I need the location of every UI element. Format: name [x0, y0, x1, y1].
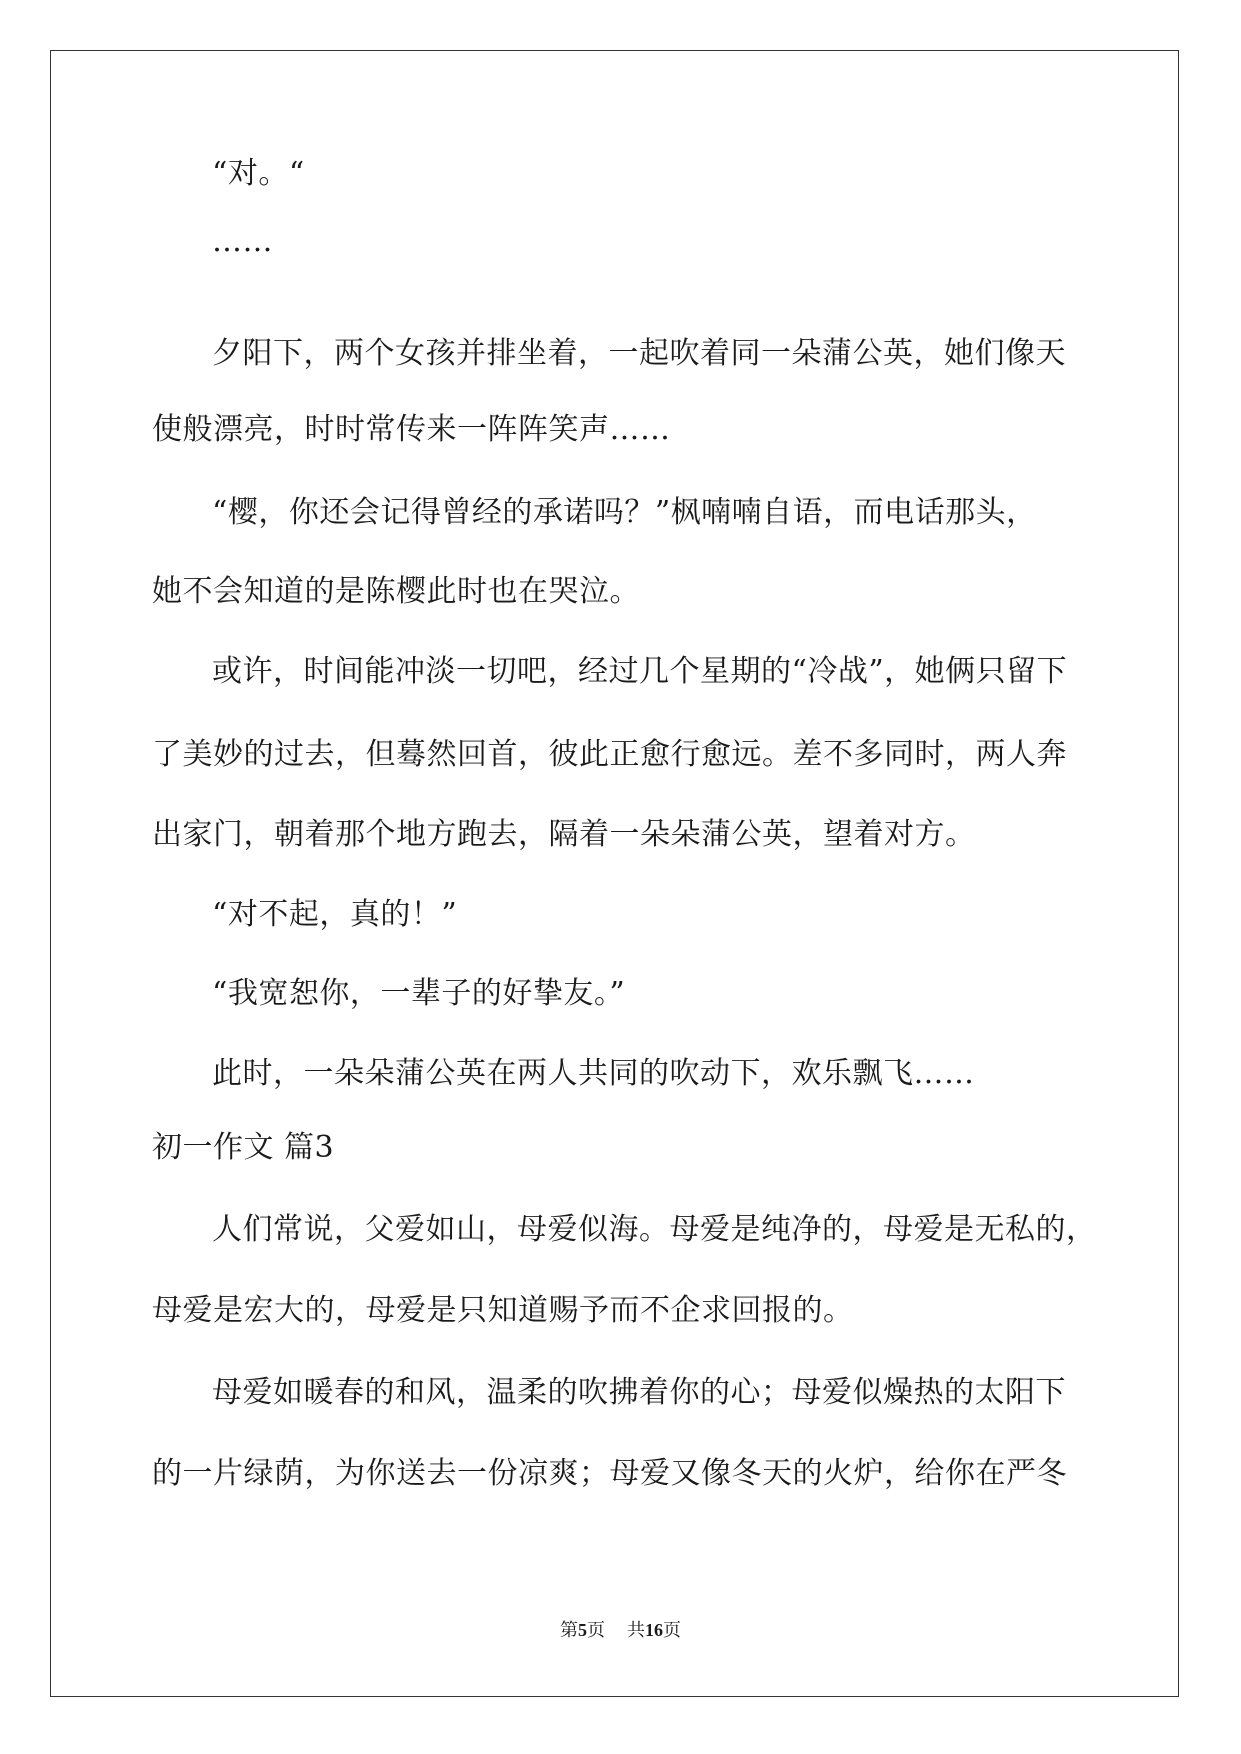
page-number: 5: [578, 1620, 587, 1640]
text-line: 母爱如暖春的和风，温柔的吹拂着你的心；母爱似燥热的太阳下: [212, 1375, 1066, 1410]
total-suffix: 页: [663, 1620, 681, 1641]
text-line: 使般漂亮，时时常传来一阵阵笑声……: [152, 412, 671, 447]
text-line: 了美妙的过去，但蓦然回首，彼此正愈行愈远。差不多同时，两人奔: [152, 737, 1067, 772]
page-footer: [0, 1618, 1241, 1643]
text-line: 她不会知道的是陈樱此时也在哭泣。: [152, 574, 640, 609]
total-pages: 16: [645, 1620, 663, 1640]
text-line: “我宽恕你，一辈子的好挚友。”: [212, 976, 626, 1011]
text-line: 的一片绿荫，为你送去一份凉爽；母爱又像冬天的火炉，给你在严冬: [152, 1456, 1067, 1491]
text-line: “对。“: [212, 156, 305, 191]
page-suffix: 页: [587, 1620, 605, 1641]
text-line: 此时，一朵朵蒲公英在两人共同的吹动下，欢乐飘飞……: [212, 1056, 975, 1091]
text-line: 母爱是宏大的，母爱是只知道赐予而不企求回报的。: [152, 1293, 854, 1328]
text-line: ……: [212, 224, 273, 259]
text-line: 夕阳下，两个女孩并排坐着，一起吹着同一朵蒲公英，她们像天: [212, 336, 1066, 371]
text-line: “樱，你还会记得曾经的承诺吗？”枫喃喃自语，而电话那头，: [212, 495, 1037, 530]
text-line: 出家门，朝着那个地方跑去，隔着一朵朵蒲公英，望着对方。: [152, 817, 976, 852]
page-prefix: 第: [560, 1620, 578, 1641]
text-line: “对不起，真的！”: [212, 897, 458, 932]
section-heading: 初一作文 篇3: [152, 1130, 335, 1165]
text-line: 或许，时间能冲淡一切吧，经过几个星期的“冷战”，她俩只留下: [212, 654, 1068, 689]
text-line: 人们常说，父爱如山，母爱似海。母爱是纯净的，母爱是无私的，: [212, 1212, 1097, 1247]
page-border: [50, 50, 1179, 1697]
total-prefix: 共: [627, 1620, 645, 1641]
